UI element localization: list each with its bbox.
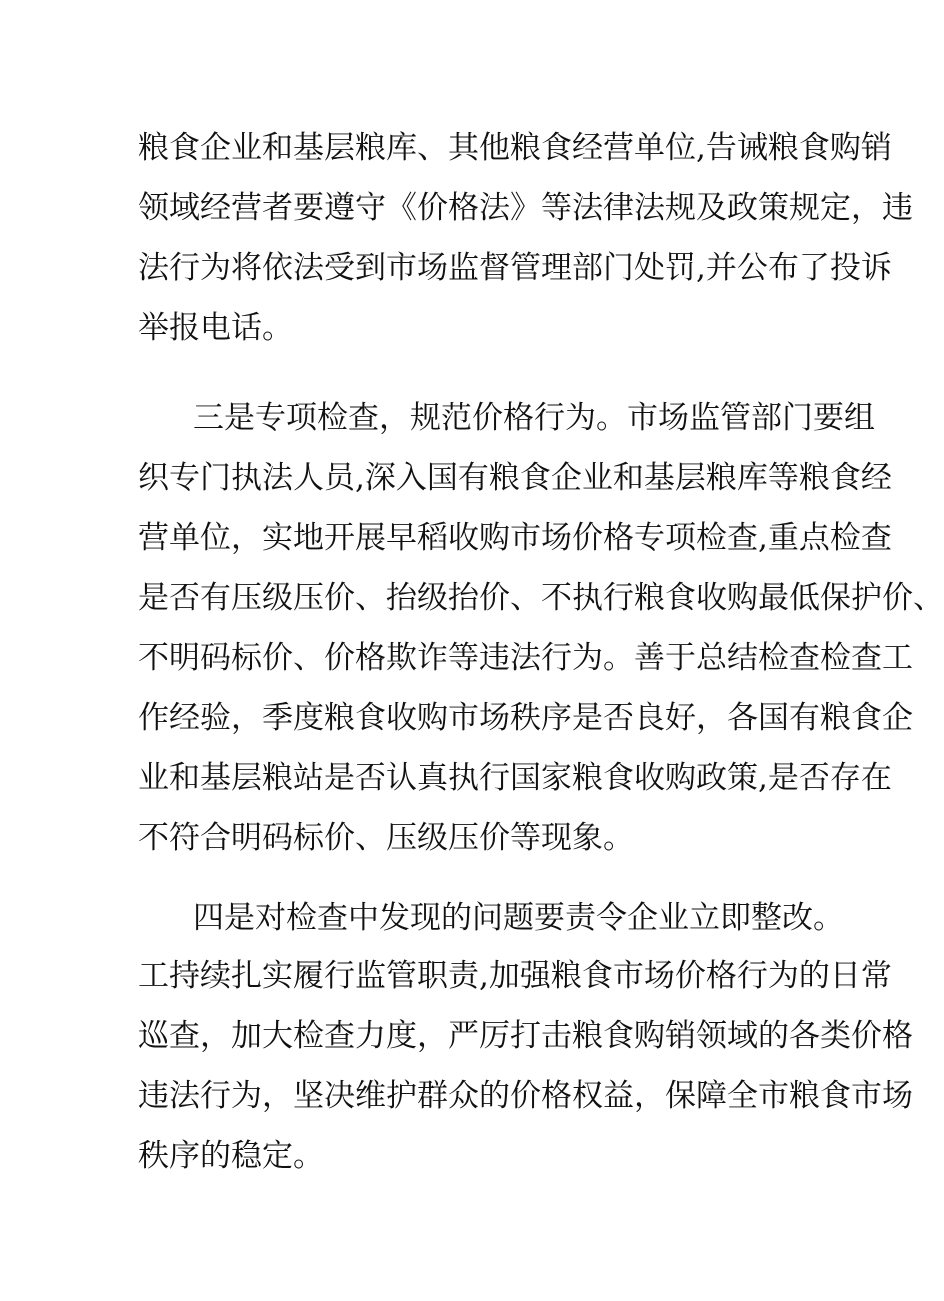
text-line: 粮食企业和基层粮库、其他粮食经营单位,告诫粮食购销 bbox=[138, 130, 892, 166]
text-line: 法行为将依法受到市场监督管理部门处罚,并公布了投诉 bbox=[138, 250, 892, 286]
paragraph-2 bbox=[138, 388, 944, 868]
text-line: 不符合明码标价、压级压价等现象。 bbox=[138, 820, 634, 856]
text-line: 秩序的稳定。 bbox=[138, 1138, 324, 1174]
paragraph-4 bbox=[138, 946, 913, 1186]
paragraph-1 bbox=[138, 118, 913, 358]
text-line: 工持续扎实履行监管职责,加强粮食市场价格行为的日常 bbox=[138, 958, 892, 994]
text-line: 是否有压级压价、抬级抬价、不执行粮食收购最低保护价、 bbox=[138, 580, 944, 616]
text-line: 作经验，季度粮食收购市场秩序是否良好，各国有粮食企 bbox=[138, 700, 913, 736]
text-line: 领域经营者要遵守《价格法》等法律法规及政策规定，违 bbox=[138, 190, 913, 226]
text-line: 举报电话。 bbox=[138, 310, 293, 346]
text-line: 织专门执法人员,深入国有粮食企业和基层粮库等粮食经 bbox=[138, 460, 892, 496]
text-line: 营单位，实地开展早稻收购市场价格专项检查,重点检查 bbox=[138, 520, 892, 556]
text-line: 四是对检查中发现的问题要责令企业立即整改。 bbox=[193, 900, 844, 936]
text-line: 违法行为，坚决维护群众的价格权益，保障全市粮食市场 bbox=[138, 1078, 913, 1114]
paragraph-3 bbox=[138, 888, 844, 948]
text-line: 巡查，加大检查力度，严厉打击粮食购销领域的各类价格 bbox=[138, 1018, 913, 1054]
text-line: 三是专项检查，规范价格行为。市场监管部门要组 bbox=[193, 400, 875, 436]
text-line: 不明码标价、价格欺诈等违法行为。善于总结检查检查工 bbox=[138, 640, 913, 676]
text-line: 业和基层粮站是否认真执行国家粮食收购政策,是否存在 bbox=[138, 760, 892, 796]
